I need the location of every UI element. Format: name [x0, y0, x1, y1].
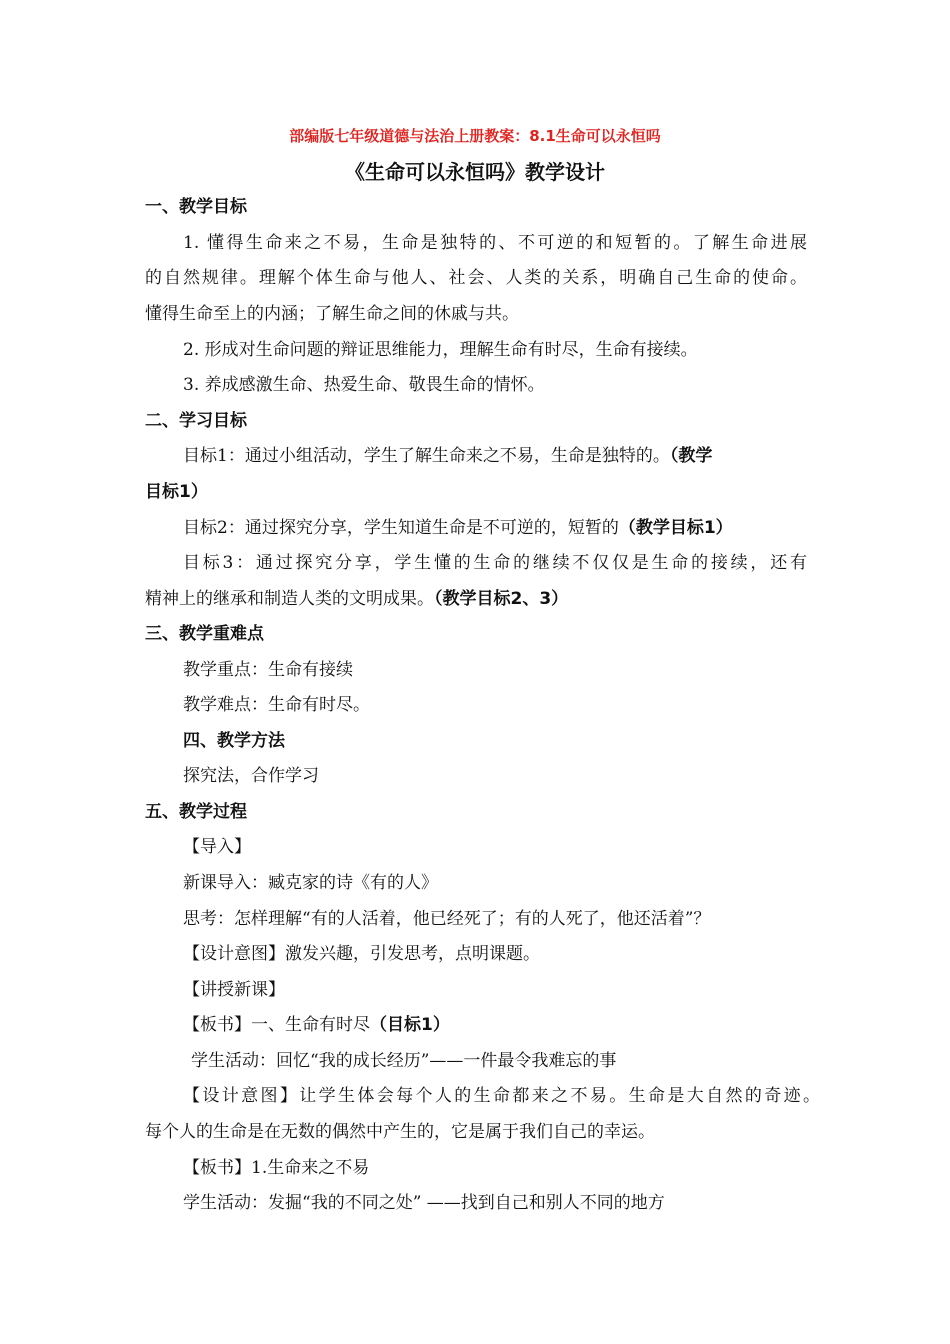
paragraph-line: 每个人的生命是在无数的偶然中产生的，它是属于我们自己的幸运。 — [145, 1122, 655, 1142]
paragraph-line: 【板书】1.生命来之不易 — [183, 1158, 370, 1178]
goal-reference: 目标1） — [145, 482, 208, 502]
paragraph-line: 的自然规律。理解个体生命与他人、社会、人类的关系，明确自己生命的使命。 — [145, 268, 807, 288]
paragraph-line — [145, 587, 568, 611]
section-heading-learning-goals: 二、学习目标 — [145, 411, 247, 431]
board-text: 【板书】一、生命有时尽 — [183, 1015, 370, 1035]
section-heading-teaching-process: 五、教学过程 — [145, 802, 247, 822]
paragraph-line: 【导入】 — [183, 837, 251, 857]
paragraph-line: 【讲授新课】 — [183, 980, 285, 1000]
section-heading-teaching-goals: 一、教学目标 — [145, 197, 247, 217]
paragraph-line: 新课导入：臧克家的诗《有的人》 — [183, 873, 438, 893]
paragraph-line: 【设计意图】激发兴趣，引发思考，点明课题。 — [183, 944, 540, 964]
goal-reference: （教学目标1） — [618, 518, 733, 538]
paragraph-line: 2. 形成对生命问题的辩证思维能力，理解生命有时尽，生命有接续。 — [183, 340, 698, 360]
paragraph-line: 学生活动：发掘“我的不同之处” ——找到自己和别人不同的地方 — [183, 1193, 665, 1213]
paragraph-line: 【设计意图】让学生体会每个人的生命都来之不易。生命是大自然的奇迹。 — [183, 1086, 820, 1106]
goal-text: 目标1：通过小组活动，学生了解生命来之不易，生命是独特的。 — [183, 446, 670, 466]
goal-reference: （教学目标2、3） — [434, 589, 569, 609]
paragraph-line: 懂得生命至上的内涵；了解生命之间的休戚与共。 — [145, 304, 519, 324]
paragraph-line: 思考：怎样理解“有的人活着，他已经死了；有的人死了，他还活着”？ — [183, 909, 711, 929]
goal-reference: （教学 — [669, 446, 713, 466]
document-title: 《生命可以永恒吗》教学设计 — [345, 160, 605, 184]
goal-text: 精神上的继承和制造人类的文明成果。 — [145, 589, 434, 609]
paragraph-line: 教学难点：生命有时尽。 — [183, 695, 370, 715]
goal-reference: （目标1） — [370, 1015, 450, 1035]
paragraph-line: 目标3：通过探究分享，学生懂的生命的继续不仅仅是生命的接续，还有 — [183, 553, 807, 573]
paragraph-line: 探究法，合作学习 — [183, 766, 319, 786]
paragraph-line — [183, 1013, 450, 1037]
goal-text: 目标2：通过探究分享，学生知道生命是不可逆的，短暂的 — [183, 518, 619, 538]
section-heading-teaching-method: 四、教学方法 — [183, 731, 285, 751]
paragraph-line — [183, 516, 733, 540]
red-header-title: 部编版七年级道德与法治上册教案：8.1生命可以永恒吗 — [289, 127, 661, 145]
section-heading-key-points: 三、教学重难点 — [145, 624, 264, 644]
paragraph-line: 学生活动：回忆“我的成长经历”——一件最令我难忘的事 — [191, 1051, 617, 1071]
paragraph-line: 1. 懂得生命来之不易，生命是独特的、不可逆的和短暂的。了解生命进展 — [183, 233, 807, 253]
paragraph-line: 教学重点：生命有接续 — [183, 660, 353, 680]
paragraph-line — [183, 444, 712, 468]
paragraph-line: 3. 养成感激生命、热爱生命、敬畏生命的情怀。 — [183, 375, 545, 395]
